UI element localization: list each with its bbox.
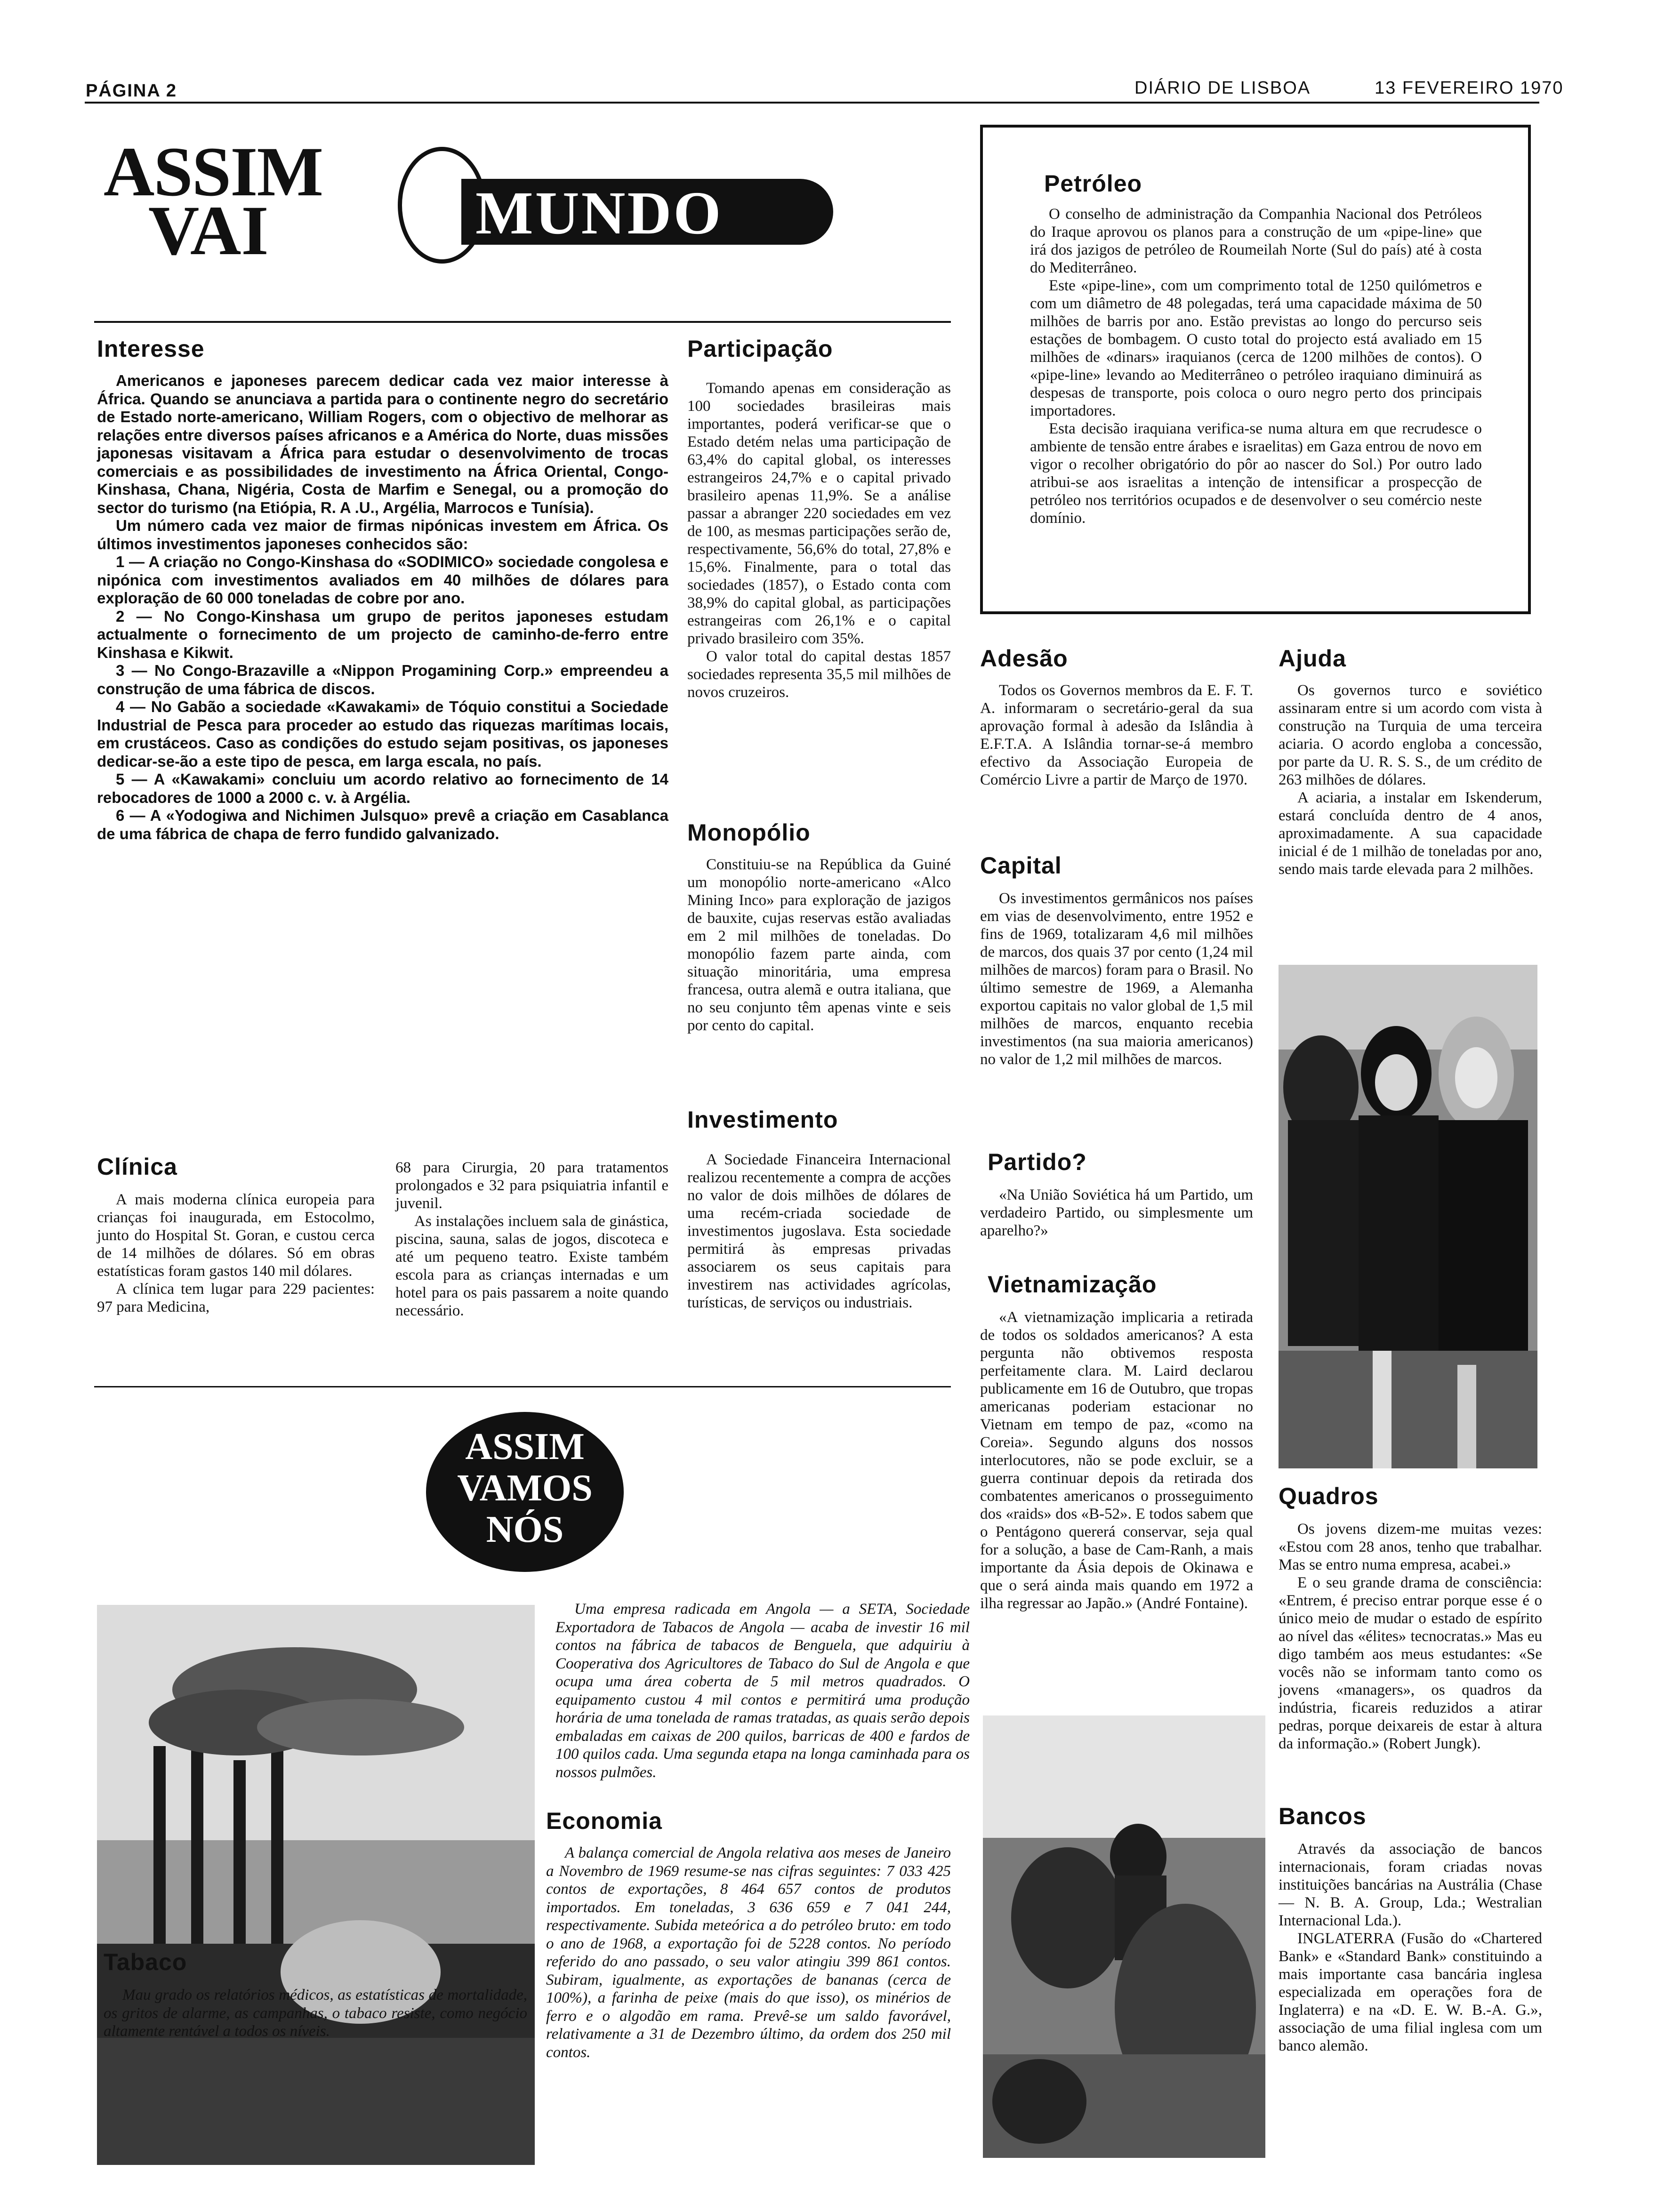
partido-title: Partido? (988, 1149, 1087, 1175)
interesse-p7: 5 — A «Kawakami» concluiu um acordo relativo ao fornecimento de 14 rebocadores de 1000 a 2000 c. v. à Argélia. (97, 770, 668, 806)
newspaper-name: DIÁRIO DE LISBOA (1134, 78, 1311, 98)
partido-body (980, 1186, 1253, 1240)
page-number: PÁGINA 2 (86, 81, 177, 101)
tabaco-p1: Mau grado os relatórios médicos, as estatísticas de mortalidade, os gritos de alarme, as campanhas, o tabaco resiste, como negócio altamente rentável a todos os níveis. (104, 1987, 527, 2040)
petroleo-body (1030, 205, 1482, 527)
interesse-p1: Americanos e japoneses parecem dedicar cada vez maior interesse à África. Quando se anunciava a partida para o continente negro do secretário de Estado norte-americano, William Rogers, com o objectivo de melhorar as relações entre diversos países africanos e a América do Norte, duas missões japonesas visitavam a África para estudar o desenvolvimento de trocas comerciais e as possibilidades de investimento na África Oriental, Congo-Kinshasa, Chana, Nigéria, Costa de Marfim e Senegal, ou a promoção do sector do turismo (na Etiópia, R. A .U., Argélia, Marrocos e Tunísia). (97, 372, 668, 516)
participacao-p2: O valor total do capital destas 1857 sociedades representa 35,5 mil milhões de novos cruzeiros. (687, 648, 951, 701)
interesse-title: Interesse (97, 336, 205, 362)
angola-intro-p1: Uma empresa radicada em Angola — a SETA, Sociedade Exportadora de Tabacos de Angola — acaba de investir 16 mil contos na fábrica de tabacos de Benguela, que adquiriu à Cooperativa dos Agricultores de Tabaco do Sul de Angola e que ocupa uma área coberta de 5 mil metros quadrados. O equipamento custou 4 mil contos e permitirá uma produção horária de uma tonelada de ramas tratadas, as quais serão depois embaladas em caixas de 200 quilos, barricas de 400 e fardos de 100 quilos cada. Uma segunda etapa na longa caminhada para os nossos pulmões. (555, 1601, 970, 1781)
clinica-p4: As instalações incluem sala de ginástica, piscina, sauna, salas de jogos, discoteca e até um pequeno teatro. Existe também escola para as crianças internadas e um hotel para os pais passarem a noite quando necessário. (395, 1213, 668, 1319)
assim-vamos-nos-text (426, 1426, 624, 1550)
economia-p1: A balança comercial de Angola relativa aos meses de Janeiro a Novembro de 1969 resume-se nas cifras seguintes: 7 033 425 contos de exportações, 8 464 657 contos de produtos importados. Em toneladas, 3 636 659 e 7 041 244, respectivamente. Subida meteórica a do petróleo bruto: em todo o ano de 1968, a exportação foi de 5228 contos. No período referido do ano passado, o seu valor atingiu 399 861 contos. Subiram, igualmente, as exportações de bananas (cerca de 100%), a farinha de peixe (mais do que isso), os minérios de ferro e o algodão em rama. Prevê-se um saldo favorável, relativamente a 31 de Dezembro último, da ordem dos 250 mil contos. (546, 1844, 951, 2061)
assim-vamos-nos-badge (426, 1412, 624, 1572)
quadros-p2: E o seu grande drama de consciência: «Entrem, é preciso entrar porque esse é o único meio de mudar o estado de espírito ao nível das «élites» tecnocratas.» Mas eu digo também aos meus estudantes: «Se vocês não se informam tanto como os jovens «managers», os quadros da indústria, ficareis reduzidos a atirar pedras, porque deixareis de estar à altura da informação.» (Robert Jungk). (1279, 1574, 1542, 1752)
clinica-p1: A mais moderna clínica europeia para crianças foi inaugurada, em Estocolmo, junto do Hospital St. Goran, e custou cerca de 14 milhões de dólares. Só em obras estatísticas foram gastos 140 mil dólares. (97, 1191, 375, 1280)
participacao-body (687, 379, 951, 701)
petroleo-p1: O conselho de administração da Companhia Nacional dos Petróleos do Iraque aprovou os planos para a construção de um «pipe-line» que irá dos jazigos de petróleo de Roumeilah Norte (Sul do país) até à costa do Mediterrâneo. (1030, 206, 1482, 276)
women-photo (1279, 965, 1537, 1468)
interesse-p6: 4 — No Gabão a sociedade «Kawakami» de Tóquio constitui a Sociedade Industrial de Pesca para proceder ao estudo das riquezas marítimas locais, em crustáceos. Caso as condições do estudo sejam positivas, os japoneses dedicar-se-ão a este tipo de pesca, em larga escala, no país. (97, 698, 668, 770)
angola-intro-body (555, 1600, 970, 1781)
issue-date: 13 FEVEREIRO 1970 (1375, 78, 1564, 98)
masthead (104, 133, 838, 278)
tabaco-title: Tabaco (104, 1949, 187, 1975)
monopolio-title: Monopólio (687, 819, 811, 846)
economia-title: Economia (546, 1808, 662, 1834)
petroleo-title: Petróleo (1044, 170, 1142, 197)
partido-p1: «Na União Soviética há um Partido, um verdadeiro Partido, ou simplesmente um aparelho?» (980, 1186, 1253, 1239)
interesse-body (97, 372, 668, 843)
bancos-title: Bancos (1279, 1803, 1367, 1829)
adesao-p1: Todos os Governos membros da E. F. T. A. informaram o secretário-geral da sua aprovação formal à adesão da Islândia à E.F.T.A. A Islândia tornar-se-á membro efectivo da Associação Europeia de Comércio Livre a partir de Março de 1970. (980, 682, 1253, 788)
participacao-p1: Tomando apenas em consideração as 100 sociedades brasileiras mais importantes, poderá verificar-se que o Estado detém nelas uma participação de 63,4% do capital global, os interesses estrangeiros 24,7% e o capital privado brasileiro apenas 11,9%. Se a análise passar a abranger 220 sociedades em vez de 100, as mesmas participações serão de, respectivamente, 56,6% do total, 27,8% e 15,6%. Finalmente, para o total das sociedades (1857), o Estado conta com 38,9% do capital global, as participações estrangeiras com 26,1% e o capital privado brasileiro com 35%. (687, 380, 951, 647)
assim-vamos-nos-line1: ASSIM (465, 1426, 585, 1467)
ajuda-p1: Os governos turco e soviético assinaram entre si um acordo com vista à construção na Turquia de uma terceira aciaria. O acordo engloba a concessão, por parte da U. R. S. S., de um crédito de 263 milhões de dólares. (1279, 682, 1542, 788)
factory-photo-image (97, 1605, 535, 2165)
bancos-p2: INGLATERRA (Fusão do «Chartered Bank» e «Standard Bank» constituindo a mais importante casa bancária inglesa especializada em operações fora de Inglaterra) e na «D. E. W. B.-A. G.», associação de uma filial inglesa com um banco alemão. (1279, 1930, 1542, 2054)
petroleo-box (980, 125, 1531, 614)
masthead-vai: VAI (148, 192, 269, 270)
adesao-body (980, 681, 1253, 789)
petroleo-p2: Este «pipe-line», com um comprimento total de 1250 quilómetros e com um diâmetro de 48 polegadas, terá uma capacidade máxima de 50 milhões de barris por ano. Estão previstas ao longo do percurso seis estações de bombagem. O custo total do projecto está avaliado em 15 milhões de «dinars» iraquianos (cerca de 1200 milhões de contos). O «pipe-line» levando ao Mediterrâneo o petróleo iraquiano diminuirá as despesas de transporte, pois coloca o ouro negro perto dos principais importadores. (1030, 277, 1482, 419)
monopolio-body (687, 856, 951, 1034)
women-photo-image (1279, 965, 1537, 1468)
clinica-p2: A clínica tem lugar para 229 pacientes: 97 para Medicina, (97, 1281, 375, 1315)
ajuda-body (1279, 681, 1542, 878)
soldiers-photo (983, 1715, 1265, 2158)
investimento-title: Investimento (687, 1106, 838, 1133)
quadros-title: Quadros (1279, 1483, 1379, 1509)
bancos-body (1279, 1840, 1542, 2055)
investimento-body (687, 1151, 951, 1312)
adesao-title: Adesão (980, 645, 1068, 672)
monopolio-p1: Constituiu-se na República da Guiné um monopólio norte-americano «Alco Mining Inco» para exploração de jazigos de bauxite, cujas reservas estão avaliadas em 2 mil milhões de toneladas. Do monopólio fazem parte ainda, com situação minoritária, uma empresa francesa, outra alemã e outra italiana, que no seu conjunto têm apenas vinte e seis por cento do capital. (687, 856, 951, 1034)
assim-vamos-nos-line3: NÓS (486, 1509, 564, 1550)
factory-photo (97, 1605, 535, 2165)
quadros-body (1279, 1520, 1542, 1753)
assim-vamos-nos-line2: VAMOS (457, 1467, 593, 1509)
investimento-p1: A Sociedade Financeira Internacional realizou recentemente a compra de acções no valor de dois milhões de dólares de uma recém-criada sociedade de investimentos jugoslava. Esta sociedade permitirá às empresas privadas associarem os seus capitais para investirem nas actividades agrícolas, turísticas, de serviços ou industriais. (687, 1151, 951, 1311)
masthead-mundo: MUNDO (475, 179, 723, 247)
petroleo-p3: Esta decisão iraquiana verifica-se numa altura em que recrudesce o ambiente de tensão entre árabes e israelitas) em Gaza entrou de novo em vigor o recolher obrigatório do pôr ao nascer do Sol.) Por outro lado atribui-se aos israelitas a intenção de intensificar a prospecção de petróleo nos territórios ocupados e de desenvolver o seu comércio neste domínio. (1030, 420, 1482, 527)
vietnamizacao-body (980, 1308, 1253, 1612)
clinica-col1 (97, 1191, 375, 1316)
ajuda-p2: A aciaria, a instalar em Iskenderum, estará concluída dentro de 4 anos, aproximadamente. A sua capacidade inicial é de 1 milhão de toneladas por ano, sendo mais tarde elevada para 2 milhões. (1279, 789, 1542, 878)
soldiers-photo-image (983, 1715, 1265, 2158)
vietnamizacao-p1: «A vietnamização implicaria a retirada de todos os soldados americanos? A esta pergunta não obtivemos resposta perfeitamente clara. M. Laird declarou publicamente em 16 de Outubro, que tropas americanas poderiam estacionar no Vietnam em tempo de paz, «como na Coreia». Segundo alguns dos nossos interlocutores, não se pode excluir, se a guerra continuar depois da retirada dos combatentes americanos o prosseguimento dos «raids» dos «B-52». E todos sabem que o Pentágono quererá conservar, seja qual for a solução, a base de Cam-Ranh, a mais importante da Ásia depois de Okinawa e que o será ainda mais quando em 1972 a ilha regressar ao Japão.» (André Fontaine). (980, 1309, 1253, 1612)
quadros-p1: Os jovens dizem-me muitas vezes: «Estou com 28 anos, tenho que trabalhar. Mas se entro numa empresa, acabei.» (1279, 1521, 1542, 1573)
interesse-p5: 3 — No Congo-Brazaville a «Nippon Progamining Corp.» empreendeu a construção de uma fábrica de discos. (97, 662, 668, 697)
capital-p1: Os investimentos germânicos nos países em vias de desenvolvimento, entre 1952 e fins de 1969, totalizaram 4,6 mil milhões de marcos, dos quais 37 por cento (1,24 mil milhões de marcos) foram para o Brasil. No último semestre de 1969, a Alemanha exportou capitais no valor global de 1,5 mil milhões de marcos, enquanto recebia investimentos (na sua maioria americanos) no valor de 1,2 mil milhões de marcos. (980, 890, 1253, 1068)
capital-body (980, 890, 1253, 1068)
interesse-p4: 2 — No Congo-Kinshasa um grupo de peritos japoneses estudam actualmente o fornecimento de um projecto de caminho-de-ferro entre Kinshasa e Kikwit. (97, 607, 668, 661)
masthead-rule (94, 321, 951, 323)
section-rule (94, 1386, 951, 1387)
bancos-p1: Através da associação de bancos internacionais, foram criadas novas instituições bancárias na Austrália (Chase — N. B. A. Group, Lda.; Westralian Internacional Lda.). (1279, 1841, 1542, 1929)
masthead-assim: ASSIM (104, 133, 323, 211)
clinica-col2 (395, 1159, 668, 1320)
economia-body (546, 1844, 951, 2061)
participacao-title: Participação (687, 336, 833, 362)
vietnamizacao-title: Vietnamização (988, 1271, 1157, 1298)
header-rule (85, 102, 1539, 104)
interesse-p3: 1 — A criação no Congo-Kinshasa do «SODIMICO» sociedade congolesa e nipónica com investimentos avaliados em 40 milhões de dólares para exploração de 60 000 toneladas de cobre por ano. (97, 553, 668, 607)
clinica-title: Clínica (97, 1154, 177, 1180)
interesse-p8: 6 — A «Yodogiwa and Nichimen Julsquo» prevê a criação em Casablanca de uma fábrica de chapa de ferro fundido galvanizado. (97, 807, 668, 842)
capital-title: Capital (980, 852, 1062, 879)
tabaco-body (104, 1986, 527, 2041)
ajuda-title: Ajuda (1279, 645, 1346, 672)
interesse-p2: Um número cada vez maior de firmas nipónicas investem em África. Os últimos investimentos japoneses conhecidos são: (97, 517, 668, 553)
clinica-p3: 68 para Cirurgia, 20 para tratamentos prolongados e 32 para psiquiatria infantil e juvenil. (395, 1159, 668, 1212)
